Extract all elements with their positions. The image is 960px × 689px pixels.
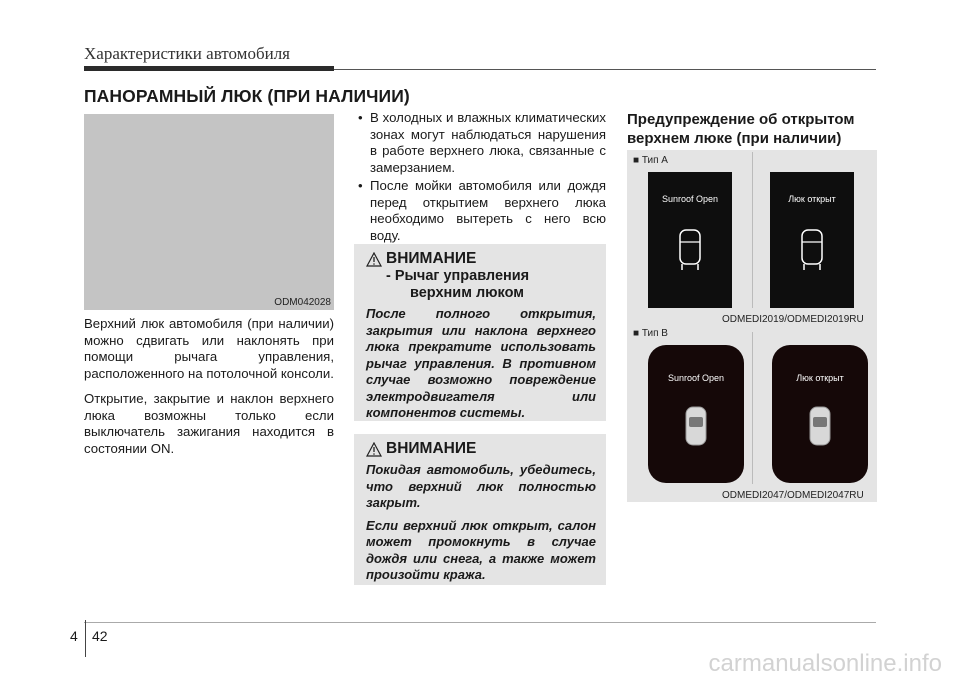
car-topview-icon xyxy=(772,345,868,483)
car-topview-icon xyxy=(648,345,744,483)
warning-box-2 xyxy=(354,434,606,585)
car-topview-icon xyxy=(648,172,732,308)
warning-subheading: - Рычаг управления xyxy=(386,268,530,284)
screen-message: Люк открыт xyxy=(796,373,844,383)
section-header: Характеристики автомобиля xyxy=(84,44,290,63)
warning-text: После полного открытия, закрытия или наклона верхнего люка прекратите использовать рычаг управления. В противном случае возможно повреждение электродвигателя или компонентов системы. xyxy=(366,306,596,420)
type-b-label: ■ Тип В xyxy=(633,328,668,339)
sunroof-warning-title: Предупреждение об открытом верхнем люке (при наличии) xyxy=(627,111,855,147)
bullet-item: • После мойки автомобиля или дождя перед открытием верхнего люка необходимо вытереть с него всю воду. xyxy=(356,178,606,244)
paragraph-1: Верхний люк автомобиля (при наличии) можно сдвигать или наклонять при помощи рычага управления, расположенного на потолочной консоли. xyxy=(84,316,334,381)
header-rule-thin xyxy=(334,69,876,70)
warning-text-2: Если верхний люк открыт, салон может промокнуть в случае дождя или снега, а также может произойти кража. xyxy=(366,517,596,582)
bullet-item: • В холодных и влажных климатических зонах могут наблюдаться нарушения в работе верхнего люка, связанные с замерзанием. xyxy=(356,110,606,176)
type-a-label: ■ Тип А xyxy=(633,155,668,166)
cluster-screen-b-ru xyxy=(772,345,868,483)
warning-subheading-2: верхним люком xyxy=(410,285,524,301)
cluster-screen-a-en xyxy=(648,172,732,308)
screen-message: Sunroof Open xyxy=(667,373,725,383)
warning-heading: ВНИМАНИЕ xyxy=(386,440,477,457)
footer-divider xyxy=(85,620,86,657)
cluster-screen-b-en xyxy=(648,345,744,483)
watermark: carmanualsonline.info xyxy=(708,650,942,677)
footer-rule xyxy=(84,622,876,623)
divider-b xyxy=(752,332,753,484)
paragraph-2: Открытие, закрытие и наклон верхнего люка возможны только если выключатель зажигания находится в состоянии ON. xyxy=(84,391,334,456)
divider-a xyxy=(752,152,753,308)
image-code-b: ODMEDI2047/ODMEDI2047RU xyxy=(722,490,864,501)
header-rule-thick xyxy=(84,66,334,71)
car-topview-icon xyxy=(770,172,854,308)
cluster-screen-a-ru xyxy=(770,172,854,308)
warning-triangle-icon xyxy=(366,442,382,457)
warning-text-1: Покидая автомобиль, убедитесь, что верхний люк полностью закрыт. xyxy=(366,462,596,510)
warning-box-1 xyxy=(354,244,606,421)
photo-code: ODM042028 xyxy=(274,297,331,308)
section-number: 4 xyxy=(70,628,78,644)
sunroof-photo xyxy=(84,114,334,310)
warning-heading: ВНИМАНИЕ xyxy=(386,250,477,267)
warning-triangle-icon xyxy=(366,252,382,267)
screen-message: Люк открыт xyxy=(788,194,836,204)
page-number: 42 xyxy=(92,628,108,644)
bullet-list xyxy=(356,110,606,246)
screen-message: Sunroof Open xyxy=(661,194,719,204)
page-title: ПАНОРАМНЫЙ ЛЮК (ПРИ НАЛИЧИИ) xyxy=(84,86,410,106)
image-code-a: ODMEDI2019/ODMEDI2019RU xyxy=(722,314,864,325)
